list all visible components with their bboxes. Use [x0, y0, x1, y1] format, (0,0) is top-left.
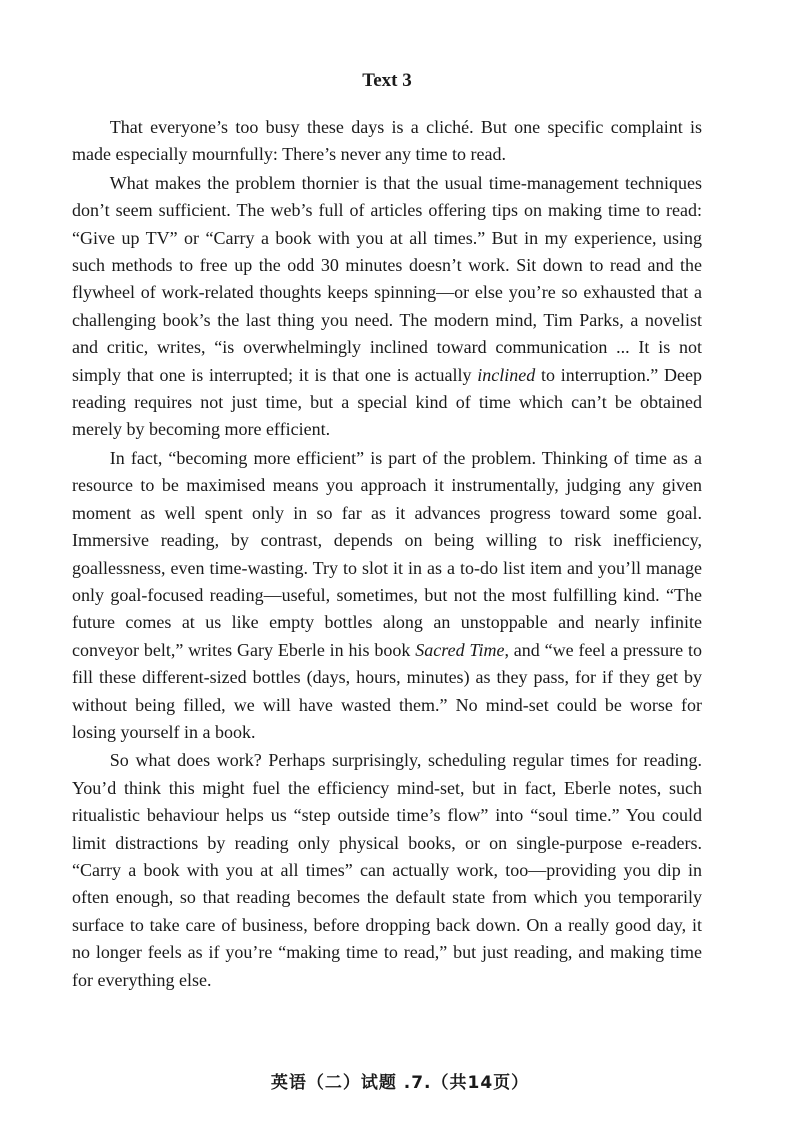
text-run: So what does work? Perhaps surprisingly, scheduling regular times for reading. You’d think this might fuel the efficiency mind-set, but in fact, Eberle notes, such ritualistic behaviour helps us “step outside time’s flow” into “soul time.” You could limit distractions by reading only physical books, or on single-purpose e-readers. “Carry a book with you at all times” can actually work, too—providing you dip in often enough, so that reading becomes the default state from which you temporarily surface to take care of business, before dropping back down. On a really good day, it no longer feels as if you’re “making time to read,” but just reading, and making time for everything else. [72, 750, 702, 990]
italic-text: Sacred Time [415, 639, 505, 660]
text-run: In fact, “becoming more efficient” is part of the problem. Thinking of time as a resource to be maximised means you approach it instrumentally, judging any given moment as well spent only in so far as it advances progress toward some goal. Immersive reading, by contrast, depends on being willing to risk inefficiency, goallessness, even time-wasting. Try to slot it in as a to-do list item and you’ll manage only goal-focused reading—useful, sometimes, but not the most fulfilling kind. “The future comes at us like empty bottles along an unstoppable and nearly infinite conveyor belt,” writes Gary Eberle in his book [72, 447, 702, 660]
text-run: What makes the problem thornier is that the usual time-management techniques don’t seem sufficient. The web’s full of articles offering tips on making time to read: “Give up TV” or “Carry a book with you at all times.” But in my experience, using such methods to free up the odd 30 minutes doesn’t work. Sit down to read and the flywheel of work-related thoughts keeps spinning—or else you’re so exhausted that a challenging book’s the last thing you need. The modern mind, Tim Parks, a novelist and critic, writes, “is overwhelmingly inclined toward communication ... It is not simply that one is interrupted; it is that one is actually [72, 172, 702, 385]
exam-page [72, 70, 702, 995]
paragraph [72, 170, 702, 444]
page-footer: 英语（二）试题 .7.（共14页） [270, 1073, 530, 1093]
text-run: , and “we feel a pressure to fill these different-sized bottles (days, hours, minutes) as they pass, for if they get by without being filled, we will have wasted them.” No mind-set could be worse for losing yourself in a book. [72, 639, 702, 742]
paragraph [72, 747, 702, 994]
passage-title: Text 3 [362, 70, 412, 91]
paragraph [72, 445, 702, 746]
italic-text: inclined [477, 364, 536, 385]
text-run: to interruption.” Deep reading requires not just time, but a special kind of time which can’t be obtained merely by becoming more efficient. [72, 364, 702, 440]
text-run: That everyone’s too busy these days is a cliché. But one specific complaint is made especially mournfully: There’s never any time to read. [72, 117, 702, 165]
paragraph [72, 114, 702, 169]
passage-body [72, 114, 702, 994]
